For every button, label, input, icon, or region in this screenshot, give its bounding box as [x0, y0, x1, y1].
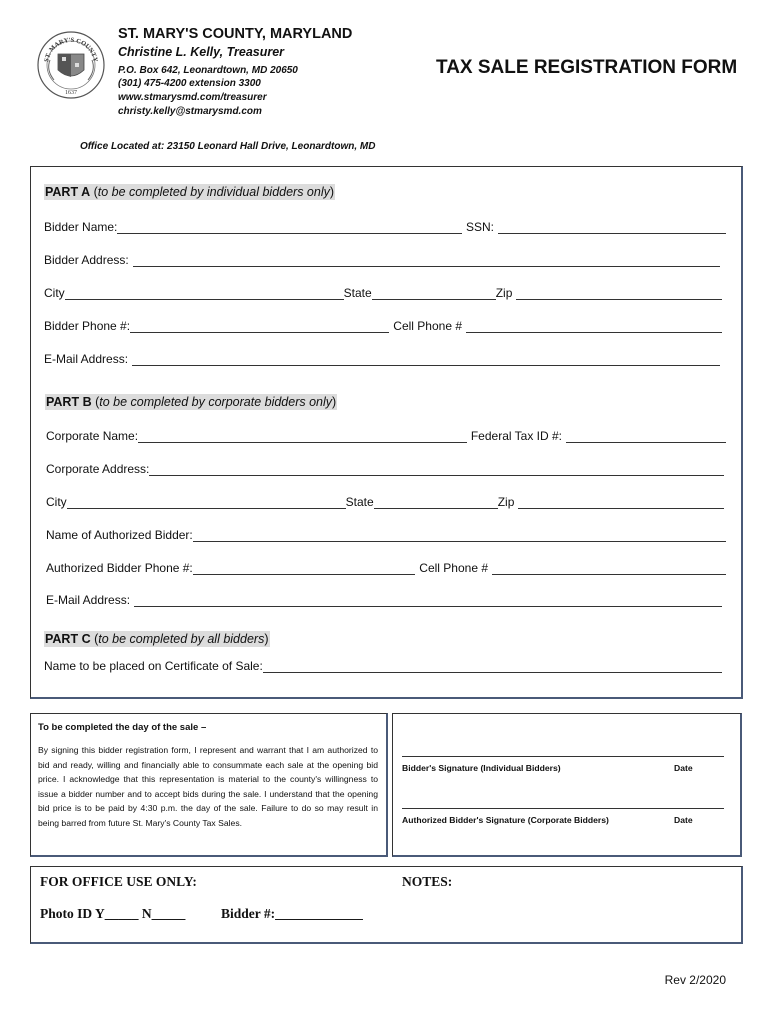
authorized-phone-row: Authorized Bidder Phone #: Cell Phone #: [46, 559, 726, 575]
certificate-name-field[interactable]: [263, 659, 722, 673]
bidder-email-row: E-Mail Address:: [44, 350, 720, 366]
bidder-city-field[interactable]: [65, 286, 344, 300]
form-title: TAX SALE REGISTRATION FORM: [436, 57, 738, 78]
bidder-address-row: Bidder Address:: [44, 251, 720, 267]
corporate-signature-label: Authorized Bidder's Signature (Corporate Bidders): [402, 815, 609, 825]
corporate-address-row: Corporate Address:: [46, 460, 724, 476]
bidder-name-field[interactable]: [117, 220, 462, 234]
individual-signature-label: Bidder's Signature (Individual Bidders): [402, 763, 561, 773]
corporate-email-field[interactable]: [134, 593, 722, 607]
bidder-number-field: Bidder #:_____________: [221, 906, 363, 921]
signature-box: [392, 713, 742, 857]
part-a-heading: PART A (to be completed by individual bidders only): [45, 185, 335, 199]
bidder-name-row: Bidder Name: SSN:: [44, 218, 726, 234]
county-seal-icon: [36, 30, 106, 100]
sale-day-statement: By signing this bidder registration form, I represent and warrant that I am authorized to bid and ready, willing and financially able to consummate each sale at the opening bid price. I acknowledge that this representation is material to the county's willingness to issue a bidder number and to accept bids during the sale. I understand that the opening bid price is to be paid by 4:30 p.m. the day of the sale. Failure to do so may result in being barred from future St. Mary's County Tax Sales.: [38, 745, 378, 828]
corporate-state-field[interactable]: [374, 495, 498, 509]
bidder-email-field[interactable]: [132, 352, 720, 366]
corporate-signature-line[interactable]: [402, 808, 724, 809]
corporate-name-row: Corporate Name: Federal Tax ID #:: [46, 427, 726, 443]
treasurer-name: Christine L. Kelly, Treasurer: [118, 45, 285, 59]
notes-heading: NOTES:: [402, 874, 453, 889]
authorized-phone-field[interactable]: [193, 561, 416, 575]
corporate-date-label: Date: [674, 815, 693, 825]
federal-tax-id-field[interactable]: [566, 429, 726, 443]
phone-number: (301) 475-4200 extension 3300: [118, 78, 261, 89]
seal-text: ST. MARY'S COUNTY: [43, 36, 99, 63]
individual-date-label: Date: [674, 763, 693, 773]
corporate-email-row: E-Mail Address:: [46, 591, 722, 607]
corporate-city-row: City State Zip: [46, 493, 724, 509]
sale-day-heading: To be completed the day of the sale –: [38, 722, 207, 733]
bidder-state-field[interactable]: [372, 286, 496, 300]
revision-label: Rev 2/2020: [664, 973, 726, 987]
office-location: Office Located at: 23150 Leonard Hall Drive, Leonardtown, MD: [80, 141, 376, 152]
website: www.stmarysmd.com/treasurer: [118, 92, 267, 103]
bidder-address-field[interactable]: [133, 253, 720, 267]
photo-id-field: Photo ID Y_____ N_____: [40, 906, 186, 921]
bidder-phone-field[interactable]: [130, 319, 389, 333]
authorized-bidder-row: Name of Authorized Bidder:: [46, 526, 726, 542]
bidder-zip-field[interactable]: [516, 286, 722, 300]
individual-signature-line[interactable]: [402, 756, 724, 757]
corporate-address-field[interactable]: [149, 462, 724, 476]
office-use-heading: FOR OFFICE USE ONLY:: [40, 874, 197, 889]
authorized-cell-field[interactable]: [492, 561, 726, 575]
corporate-city-field[interactable]: [67, 495, 346, 509]
bidder-city-row: City State Zip: [44, 284, 722, 300]
authorized-bidder-field[interactable]: [193, 528, 726, 542]
county-name: ST. MARY'S COUNTY, MARYLAND: [118, 26, 353, 42]
ssn-field[interactable]: [498, 220, 726, 234]
seal-year: 1637: [65, 90, 77, 96]
part-c-heading: PART C (to be completed by all bidders): [45, 632, 269, 646]
corporate-name-field[interactable]: [138, 429, 467, 443]
bidder-cell-field[interactable]: [466, 319, 722, 333]
bidder-phone-row: Bidder Phone #: Cell Phone #: [44, 317, 722, 333]
certificate-name-row: Name to be placed on Certificate of Sale:: [44, 657, 722, 673]
mailing-address: P.O. Box 642, Leonardtown, MD 20650: [118, 65, 298, 76]
corporate-zip-field[interactable]: [518, 495, 724, 509]
email-address: christy.kelly@stmarysmd.com: [118, 106, 262, 117]
part-b-heading: PART B (to be completed by corporate bidders only): [46, 395, 337, 409]
